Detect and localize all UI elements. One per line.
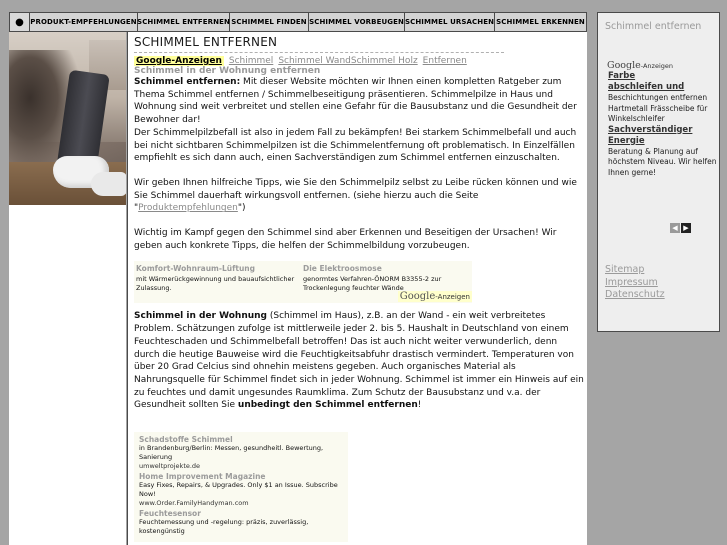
ad-link-schimmel-wand-holz[interactable]: Schimmel WandSchimmel Holz [278, 56, 418, 66]
anzeigen-text: -Anzeigen [640, 62, 674, 70]
sidebar-title: Schimmel entfernen [605, 21, 702, 32]
nav-schimmel-entfernen[interactable]: SCHIMMEL ENTFERNEN [138, 13, 230, 31]
ad-title-line1[interactable]: Farbe [608, 71, 636, 81]
ad-title-line2[interactable]: Energie [608, 135, 645, 146]
nav-produkt-empfehlungen[interactable]: PRODUKT-EMPFEHLUNGEN [30, 13, 138, 31]
mold-wall-photo [9, 32, 126, 205]
ad-title-line1[interactable]: Sachverständiger [608, 124, 693, 135]
nav-schimmel-ursachen[interactable]: SCHIMMEL URSACHEN [405, 13, 495, 31]
ad-url[interactable]: umweltprojekte.de [139, 462, 201, 471]
ad-title[interactable]: Feuchtesensor [139, 509, 201, 519]
google-anzeigen-label[interactable]: Google-Anzeigen [136, 56, 222, 66]
nav-schimmel-finden[interactable]: SCHIMMEL FINDEN [230, 13, 309, 31]
left-column-blank [9, 205, 126, 545]
wohnung-bold-2: unbedingt den Schimmel entfernen [237, 400, 418, 411]
home-icon[interactable]: ● [10, 13, 30, 31]
paragraph-tipps [134, 177, 584, 215]
inline-ad-block [134, 261, 472, 303]
sidebar-ad-sachverstaendiger[interactable] [608, 125, 718, 179]
main-content [127, 32, 587, 545]
produktempfehlungen-link[interactable]: Produktempfehlungen [138, 203, 238, 214]
ad-lueftung[interactable] [136, 264, 301, 292]
page-title: SCHIMMEL ENTFERNEN [134, 35, 278, 49]
sidebar-ad-farbe[interactable] [608, 71, 718, 125]
google-logo: Google [399, 291, 436, 303]
ad-desc: mit Wärmerückgewinnung und bauaufsichtlicher Zulassung. [136, 275, 295, 292]
datenschutz-link[interactable]: Datenschutz [605, 289, 665, 300]
intro-paragraph [134, 76, 584, 127]
chevron-right-icon[interactable]: ▶ [681, 223, 691, 233]
ad-desc: Feuchtemessung und -regelung: präzis, zuverlässig, kostengünstig [139, 518, 309, 536]
ad-link-entfernen[interactable]: Entfernen [422, 56, 467, 66]
chevron-left-icon[interactable]: ◀ [670, 223, 680, 233]
wohnung-end: ! [417, 400, 422, 411]
paragraph-befall: Der Schimmelpilzbefall ist also in jedem Fall zu bekämpfen! Bei starkem Schimmelbefall und auch bei nicht sichtbaren Schimmelpilzen ist die Schimmelentfernung oft problematisch. In Einzelfällen empfiehlt es sich dann auch, einen Sachverständigen zum Schimmel entfernen einzuschalten. [134, 127, 577, 164]
title-divider [134, 52, 504, 53]
google-ad-links [134, 56, 584, 66]
google-logo: Google [607, 60, 641, 71]
paragraph-ursachen: Wichtig im Kampf gegen den Schimmel sind aber Erkennen und Beseitigen der Ursachen! Wir geben auch konkrete Tipps, die helfen der Schimmelbildung vorzubeugen. [134, 228, 557, 251]
ad-desc: Beschichtungen entfernen Hartmetall Frässcheibe für Winkelschleifer [608, 93, 708, 123]
tipps-text: Wir geben Ihnen hilfreiche Tipps, wie Sie den Schimmelpilz selbst zu Leibe rücken können und wie Sie Schimmel dauerhaft wirkungsvoll entfernen. (siehe hierzu auch die Seite " [134, 177, 577, 214]
nav-schimmel-vorbeugen[interactable]: SCHIMMEL VORBEUGEN [309, 13, 405, 31]
wohnung-text: (Schimmel im Haus), z.B. an der Wand - ein weit verbreitetes Problem. Schätzungen zufolge ist mittlerweile jeder 2. bis 5. Haushalt in Deutschland von einem Feuchteschaden und Schimmelbefall betroffen! Das ist auch nicht weiter verwunderlich, denn durch die heutige Bauweise wird die Feuchtigkeitsabfuhr drastisch vermindert. Temperaturen von über 20 Grad Celcius sind ohnehin meistens gegeben. Auch organisches Material als Nahrungsquelle für Schimmel findet sich in jeder Wohnung. Schimmel ist immer ein Hinweis auf ein zu feuchtes und damit ungesundes Raumklima. Zum Schutz der Bausubstanz und v.a. der Gesundheit sollten Sie [134, 311, 584, 411]
ad-url[interactable]: www.Order.FamilyHandyman.com [139, 499, 249, 508]
intro-text: Mit dieser Website möchten wir Ihnen einen kompletten Ratgeber zum Thema Schimmel entfernen / Schimmelbeseitigung präsentieren. Schimmelpilze in Haus und Wohnung sind weit verbreitet und stellen eine Gefahr für die Bausubstanz und die Gesundheit der Bewohner dar! [134, 77, 577, 126]
ad-feuchtesensor[interactable] [139, 509, 344, 536]
ad-desc: genormtes Verfahren-ÖNORM B3355-2 zur Trockenlegung feuchter Wände [303, 275, 442, 292]
footer-links [605, 264, 665, 302]
paragraph-wohnung [134, 310, 584, 412]
wohnung-bold: Schimmel in der Wohnung [134, 311, 267, 322]
top-navigation [9, 12, 587, 32]
ad-desc: Easy Fixes, Repairs, & Upgrades. Only $1 an Issue. Subscribe Now! [139, 481, 338, 499]
nav-schimmel-erkennen[interactable]: SCHIMMEL ERKENNEN [495, 13, 586, 31]
ad-desc: Beratung & Planung auf höchstem Niveau. Wir helfen Ihnen gerne! [608, 146, 717, 177]
impressum-link[interactable]: Impressum [605, 276, 658, 288]
right-sidebar [597, 12, 720, 332]
ad-title-line2[interactable]: abschleifen und [608, 82, 685, 92]
google-ads-label [607, 60, 719, 71]
section-subheading: Schimmel in der Wohnung entfernen [134, 66, 321, 76]
google-ads-badge[interactable] [398, 291, 472, 302]
sitemap-link[interactable]: Sitemap [605, 264, 645, 275]
ad-title[interactable]: Die Elektroosmose [303, 264, 382, 274]
intro-bold: Schimmel entfernen: [134, 77, 241, 87]
anzeigen-text: -Anzeigen [435, 293, 470, 302]
ad-pager [670, 223, 691, 233]
ad-home-improvement[interactable] [139, 472, 344, 508]
ad-elektroosmose[interactable] [303, 264, 468, 292]
ad-link-schimmel[interactable]: Schimmel [228, 56, 274, 66]
ad-schadstoffe[interactable] [139, 435, 344, 471]
inline-ad-block-2 [134, 432, 348, 542]
ad-title[interactable]: Komfort-Wohnraum-Lüftung [136, 264, 256, 274]
tipps-end: ") [237, 203, 246, 214]
ad-desc: in Brandenburg/Berlin: Messen, gesundheitl. Bewertung, Sanierung [139, 444, 324, 462]
ad-title[interactable]: Schadstoffe Schimmel [139, 435, 233, 445]
ad-title[interactable]: Home Improvement Magazine [139, 472, 266, 482]
